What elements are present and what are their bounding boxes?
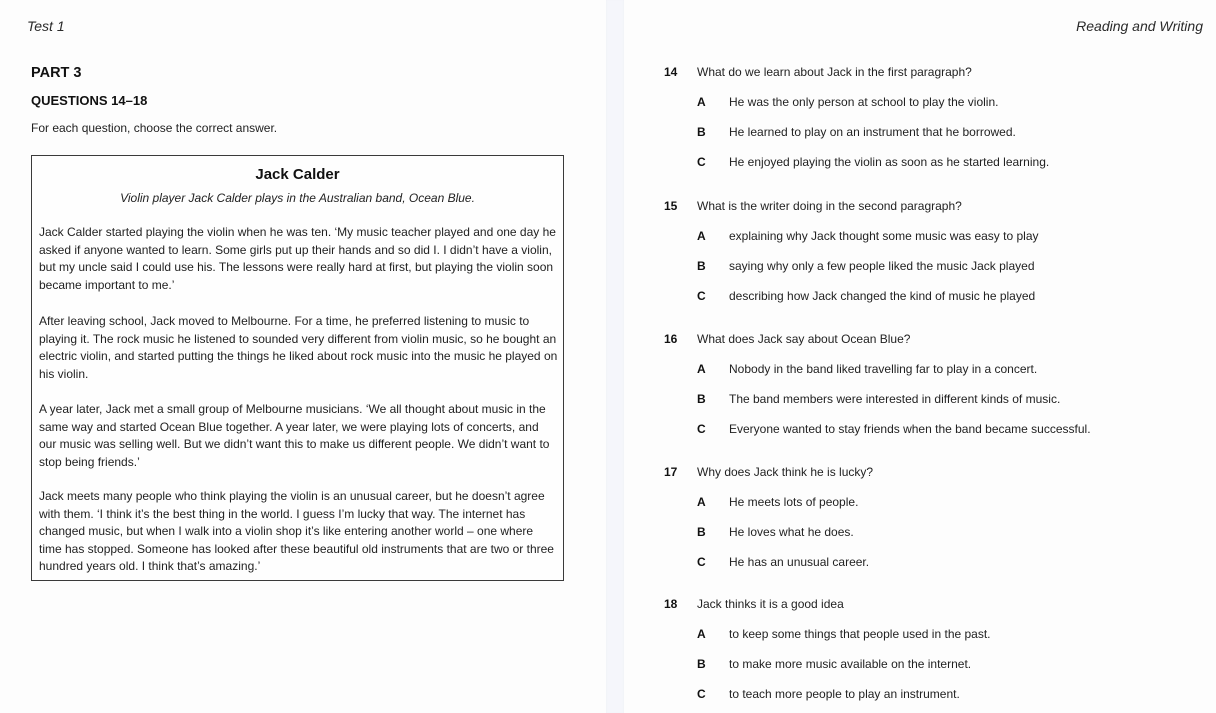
question-number: 17	[664, 465, 678, 479]
question-stem: Jack thinks it is a good idea	[697, 597, 844, 611]
article-title: Jack Calder	[255, 166, 340, 183]
option-text: to keep some things that people used in the past.	[729, 627, 991, 641]
article-box	[31, 155, 564, 581]
option-letter: B	[697, 657, 706, 671]
option-text: to make more music available on the internet.	[729, 657, 972, 671]
question-stem: What does Jack say about Ocean Blue?	[697, 332, 911, 346]
option-text: He loves what he does.	[729, 525, 854, 539]
option-letter: A	[697, 95, 706, 109]
option-letter: B	[697, 259, 706, 273]
running-header-section: Reading and Writing	[1076, 18, 1203, 34]
option-letter: C	[697, 555, 706, 569]
questions-range-heading: QUESTIONS 14–18	[31, 93, 148, 108]
question-number: 14	[664, 65, 678, 79]
question-number: 15	[664, 199, 678, 213]
option-letter: B	[697, 125, 706, 139]
article-paragraph-4: Jack meets many people who think playing the violin is an unusual career, but he doesn’t agree with them. ‘I think it’s the best thing in the world. I guess I’m lucky that way. The internet has changed music, but when I walk into a violin shop it’s like entering another world – one where time has stopped. Someone has looked after these beautiful old instruments that are two or three hundred years old. I think that’s amazing.’	[39, 489, 554, 574]
option-letter: A	[697, 627, 706, 641]
option-text: He enjoyed playing the violin as soon as he started learning.	[729, 155, 1050, 169]
option-text: explaining why Jack thought some music was easy to play	[729, 229, 1039, 243]
article-paragraph-2: After leaving school, Jack moved to Melbourne. For a time, he preferred listening to music to playing it. The rock music he listened to sounded very different from violin music, so he bought an electric violin, and started putting the things he liked about rock music into the music he played on his violin.	[39, 314, 558, 381]
question-stem: What do we learn about Jack in the first paragraph?	[697, 65, 972, 79]
option-letter: A	[697, 495, 706, 509]
option-text: He has an unusual career.	[729, 555, 870, 569]
option-text: Everyone wanted to stay friends when the band became successful.	[729, 422, 1091, 436]
option-letter: C	[697, 422, 706, 436]
option-text: The band members were interested in different kinds of music.	[729, 392, 1061, 406]
page-gutter	[606, 0, 624, 713]
option-text: He learned to play on an instrument that he borrowed.	[729, 125, 1016, 139]
part-title: PART 3	[31, 65, 82, 81]
option-letter: C	[697, 687, 706, 701]
option-letter: A	[697, 229, 706, 243]
option-letter: B	[697, 525, 706, 539]
option-text: saying why only a few people liked the music Jack played	[729, 259, 1035, 273]
option-letter: A	[697, 362, 706, 376]
instruction-text: For each question, choose the correct answer.	[31, 121, 278, 135]
option-letter: C	[697, 155, 706, 169]
right-page	[624, 0, 1216, 713]
option-text: describing how Jack changed the kind of music he played	[729, 289, 1036, 303]
article-paragraph-3: A year later, Jack met a small group of Melbourne musicians. ‘We all thought about music in the same way and started Ocean Blue together. A year later, we were playing lots of concerts, and our music was selling well. But we didn’t want this to make us different people. We didn’t want to stop being friends.’	[39, 402, 550, 469]
option-text: He meets lots of people.	[729, 495, 859, 509]
question-number: 16	[664, 332, 678, 346]
left-page	[0, 0, 606, 713]
article-paragraph-1: Jack Calder started playing the violin when he was ten. ‘My music teacher played and one day he asked if anyone wanted to learn. Some girls put up their hands and so did I. I didn’t have a violin, but my uncle said I could use his. The lessons were really hard at first, but playing the violin soon became important to me.’	[39, 225, 556, 292]
question-stem: What is the writer doing in the second paragraph?	[697, 199, 962, 213]
option-text: He was the only person at school to play the violin.	[729, 95, 999, 109]
article-subtitle: Violin player Jack Calder plays in the Australian band, Ocean Blue.	[120, 191, 475, 205]
option-text: Nobody in the band liked travelling far to play in a concert.	[729, 362, 1038, 376]
option-letter: B	[697, 392, 706, 406]
running-header-test: Test 1	[27, 18, 65, 34]
question-stem: Why does Jack think he is lucky?	[697, 465, 874, 479]
option-text: to teach more people to play an instrument.	[729, 687, 960, 701]
question-number: 18	[664, 597, 678, 611]
option-letter: C	[697, 289, 706, 303]
